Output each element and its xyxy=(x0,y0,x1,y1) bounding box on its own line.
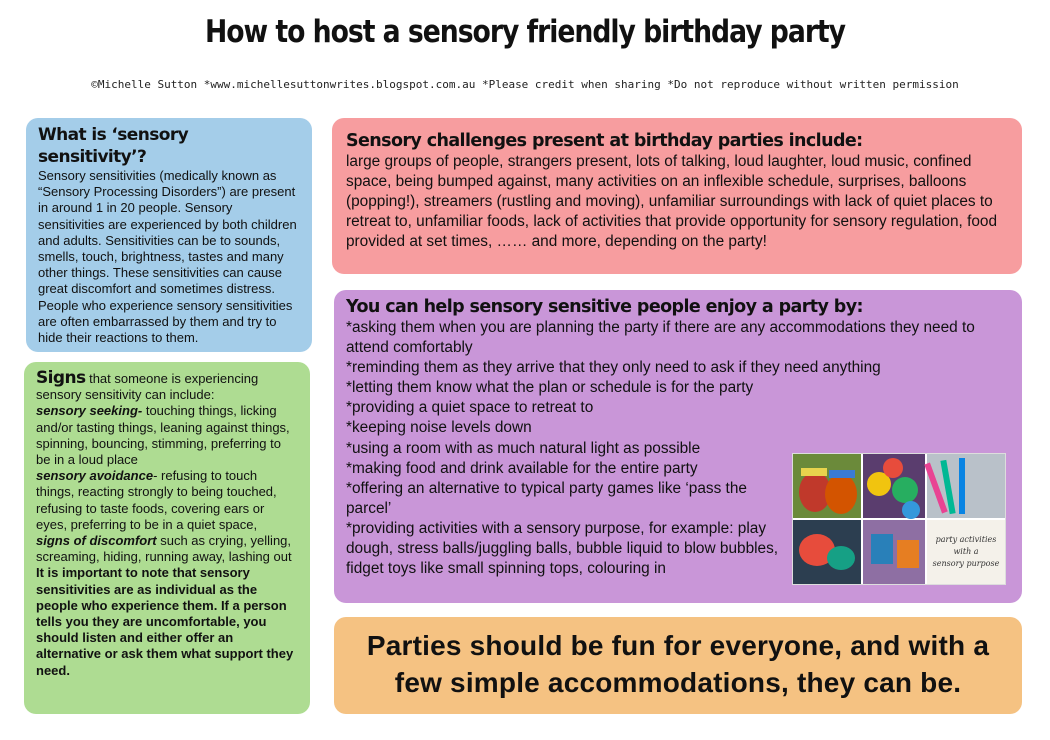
help-item: *making food and drink available for the entire party xyxy=(346,459,698,477)
closing-text: Parties should be fun for everyone, and with a few simple accommodations, they can be. xyxy=(366,630,990,698)
credit-line: ©Michelle Sutton *www.michellesuttonwrites.blogspot.com.au *Please credit when sharing *Do not reproduce without written permission xyxy=(91,78,959,91)
important-note: It is important to note that sensory sensitivities are as individual as the people who experience them. If a person tells you they are uncomfortable, you should listen and either offer an alternative or ask them what support they need. xyxy=(36,565,294,678)
help-item: *keeping noise levels down xyxy=(346,419,532,437)
challenges-heading: Sensory challenges present at birthday parties include: xyxy=(346,131,863,151)
help-item: *asking them when you are planning the party if there are any accommodations they need to attend comfortably xyxy=(346,319,975,357)
avoidance-label: sensory avoidance xyxy=(36,468,154,484)
help-item: *providing activities with a sensory purpose, for example: play dough, stress balls/juggling balls, bubble liquid to blow bubbles, fidget toys like small spinning tops, colouring in xyxy=(346,519,779,578)
help-item: *using a room with as much natural light as possible xyxy=(346,439,701,457)
signs-intro: that someone is experiencing sensory sensitivity can include: xyxy=(36,371,259,403)
what-is-heading: What is ‘sensory sensitivity’? xyxy=(38,125,189,167)
avoidance-text: - refusing to touch things, reacting strongly to being touched, refusing to taste foods, covering ears or eyes, preferring to be in a quiet space, xyxy=(36,468,277,532)
page-title: How to host a sensory friendly birthday party xyxy=(204,14,846,50)
signs-box xyxy=(24,362,310,714)
photo-collage xyxy=(793,454,1005,584)
discomfort-text: such as crying, yelling, screaming, hiding, running away, lashing out xyxy=(36,533,292,565)
challenges-box xyxy=(332,118,1022,274)
seeking-text: touching things, licking and/or tasting things, leaning against things, spinning, bouncing, stimming, preferring to be in a loud place xyxy=(36,403,290,468)
closing-box xyxy=(334,617,1022,714)
party-activities-photo xyxy=(792,453,1006,585)
signs-heading: Signs xyxy=(36,368,86,388)
what-is-body: Sensory sensitivities (medically known as “Sensory Processing Disorders”) are present in around 1 in 20 people. Sensory sensitivities are experienced by both children and adults. Sensitivities can be to sounds, smells, touch, brightness, tastes and many other things. These sensitivities can cause great discomfort and sometimes distress. People who experience sensory sensitivities are often embarrassed by them and try to hide their reactions to them. xyxy=(38,168,297,346)
photo-caption-line: with a xyxy=(953,547,979,556)
help-item: *letting them know what the plan or schedule is for the party xyxy=(346,379,754,397)
help-item: *reminding them as they arrive that they only need to ask if they need anything xyxy=(346,359,881,377)
what-is-box xyxy=(26,118,312,352)
photo-caption-line: sensory purpose xyxy=(932,559,1000,568)
help-item: *offering an alternative to typical party games like ‘pass the parcel’ xyxy=(346,479,747,517)
help-item: *providing a quiet space to retreat to xyxy=(346,399,594,417)
discomfort-label: signs of discomfort xyxy=(36,533,157,549)
signs-body xyxy=(36,370,298,679)
photo-caption-line: party activities xyxy=(935,535,997,544)
seeking-label: sensory seeking- xyxy=(36,403,143,419)
challenges-body: large groups of people, strangers present, lots of talking, loud laughter, loud music, confined space, being bumped against, many activities on an inflexible schedule, surprises, balloons (popping!), streamers (rustling and moving), unfamiliar surroundings with lack of quiet places to retreat to, unfamiliar foods, lack of activities that provide opportunity for sensory regulation, food provided at set times, …… and more, depending on the party! xyxy=(346,153,998,250)
help-heading: You can help sensory sensitive people enjoy a party by: xyxy=(346,297,863,317)
